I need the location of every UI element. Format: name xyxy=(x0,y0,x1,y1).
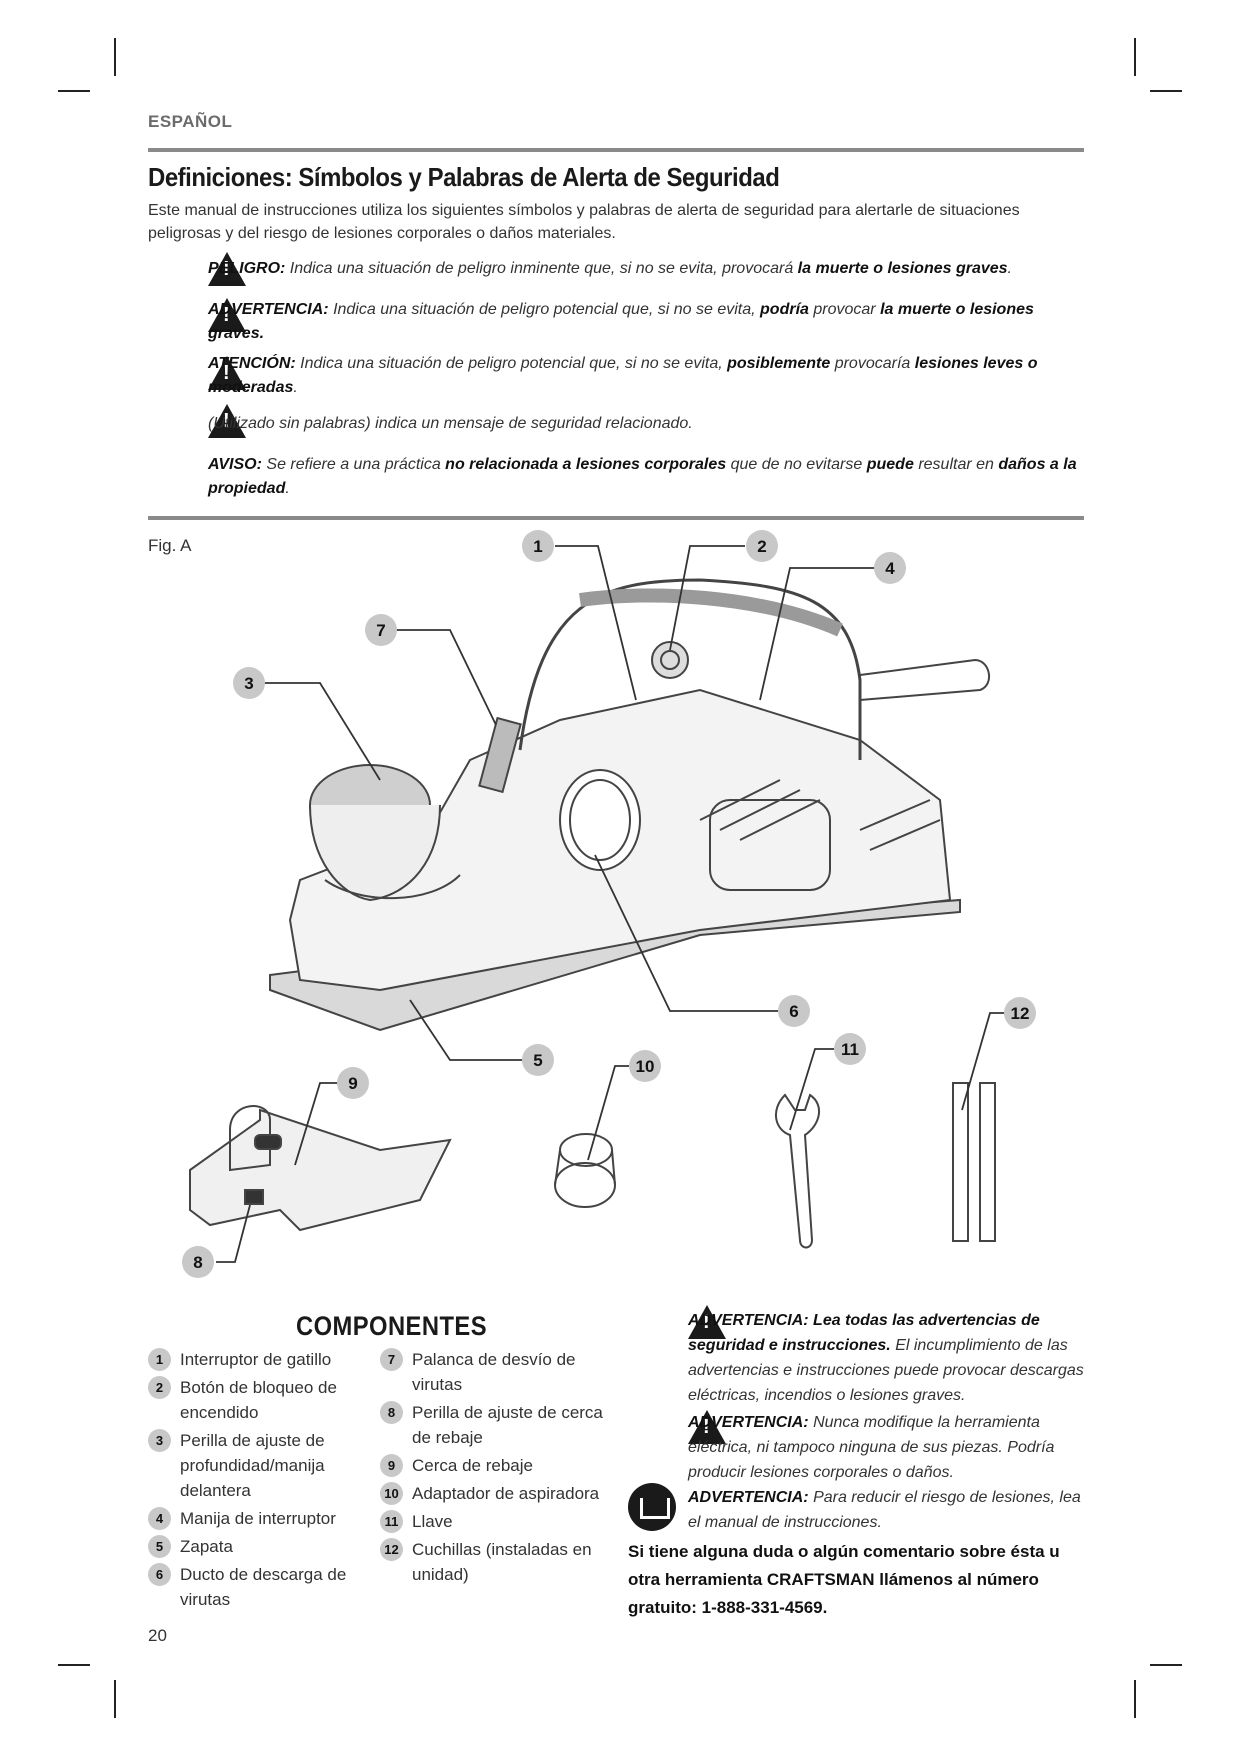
alert-no-words: (Utilizado sin palabras) indica un mensaje de seguridad relacionado. xyxy=(208,415,693,432)
language-label: ESPAÑOL xyxy=(148,112,233,131)
vacuum-adapter-drawing xyxy=(555,1163,615,1207)
page-title: Definiciones: Símbolos y Palabras de Alerta de Seguridad xyxy=(148,162,780,192)
list-item: 10 Adaptador de aspiradora xyxy=(380,1481,610,1506)
list-item: 1 Interruptor de gatillo xyxy=(148,1347,358,1372)
chip-chute-drawing xyxy=(560,770,640,870)
callout-text-2: 2 xyxy=(757,537,767,556)
item-number: 4 xyxy=(148,1507,171,1530)
warning-no-modify: ADVERTENCIA: Nunca modifique la herramienta eléctrica, ni tampoco ninguna de sus piezas. Podría producir lesiones corporales o daños. xyxy=(688,1414,1055,1481)
list-item: 3 Perilla de ajuste de profundidad/manija delantera xyxy=(148,1428,358,1503)
wrench-drawing xyxy=(776,1095,819,1248)
components-title: COMPONENTES xyxy=(296,1311,487,1341)
read-manual-icon xyxy=(628,1483,676,1531)
alert-caution: ATENCIÓN: Indica una situación de peligro potencial que, si no se evita, posiblemente provocaría lesiones leves o moderadas. xyxy=(208,355,1038,396)
warning-read-instructions: ADVERTENCIA: Lea todas las advertencias de seguridad e instrucciones. El incumplimiento de las advertencias e instrucciones puede provocar descargas eléctricas, incendios o lesiones graves. xyxy=(688,1312,1084,1404)
callout-text-1: 1 xyxy=(533,537,543,556)
callout-text-8: 8 xyxy=(193,1253,203,1272)
contact-info: Si tiene alguna duda o algún comentario sobre ésta u otra herramienta CRAFTSMAN llámenos al número gratuito: 1-888-331-4569. xyxy=(628,1542,1060,1617)
list-item: 12 Cuchillas (instaladas en unidad) xyxy=(380,1537,610,1587)
callout-text-7: 7 xyxy=(376,621,386,640)
list-item: 5 Zapata xyxy=(148,1534,358,1559)
callout-text-6: 6 xyxy=(789,1002,799,1021)
callout-text-10: 10 xyxy=(635,1057,655,1076)
item-number: 10 xyxy=(380,1482,403,1505)
callout-text-4: 4 xyxy=(885,559,895,578)
item-number: 1 xyxy=(148,1348,171,1371)
item-number: 3 xyxy=(148,1429,171,1452)
figure-label: Fig. A xyxy=(148,536,192,555)
components-list-left xyxy=(148,1347,358,1615)
callout-text-11: 11 xyxy=(841,1040,859,1059)
item-number: 12 xyxy=(380,1538,403,1561)
item-number: 8 xyxy=(380,1401,403,1424)
item-number: 7 xyxy=(380,1348,403,1371)
list-item: 2 Botón de bloqueo de encendido xyxy=(148,1375,358,1425)
warning-read-manual: ADVERTENCIA: Para reducir el riesgo de lesiones, lea el manual de instrucciones. xyxy=(688,1489,1081,1531)
callout-text-12: 12 xyxy=(1010,1004,1030,1023)
list-item: 8 Perilla de ajuste de cerca de rebaje xyxy=(380,1400,610,1450)
intro-paragraph: Este manual de instrucciones utiliza los siguientes símbolos y palabras de alerta de seguridad para alertarle de situaciones peligrosas y del riesgo de lesiones corporales o daños materiales. xyxy=(148,202,1020,242)
list-item: 6 Ducto de descarga de virutas xyxy=(148,1562,358,1612)
page-number: 20 xyxy=(148,1626,167,1645)
item-number: 5 xyxy=(148,1535,171,1558)
callout-text-5: 5 xyxy=(533,1051,543,1070)
callout-text-3: 3 xyxy=(244,674,254,693)
components-list-right xyxy=(380,1347,610,1590)
alert-danger: PELIGRO: Indica una situación de peligro inminente que, si no se evita, provocará la muerte o lesiones graves. xyxy=(208,260,1012,277)
blade-drawing xyxy=(980,1083,995,1241)
alert-warning: ADVERTENCIA: Indica una situación de peligro potencial que, si no se evita, podría provocar la muerte o lesiones graves. xyxy=(208,301,1034,342)
blade-drawing xyxy=(953,1083,968,1241)
alert-notice: AVISO: Se refiere a una práctica no relacionada a lesiones corporales que de no evitarse puede resultar en daños a la propiedad. xyxy=(208,456,1077,497)
item-number: 9 xyxy=(380,1454,403,1477)
item-number: 6 xyxy=(148,1563,171,1586)
list-item: 7 Palanca de desvío de virutas xyxy=(380,1347,610,1397)
list-item: 11 Llave xyxy=(380,1509,610,1534)
callout-text-9: 9 xyxy=(348,1074,358,1093)
list-item: 4 Manija de interruptor xyxy=(148,1506,358,1531)
item-number: 11 xyxy=(380,1510,403,1533)
item-number: 2 xyxy=(148,1376,171,1399)
list-item: 9 Cerca de rebaje xyxy=(380,1453,610,1478)
